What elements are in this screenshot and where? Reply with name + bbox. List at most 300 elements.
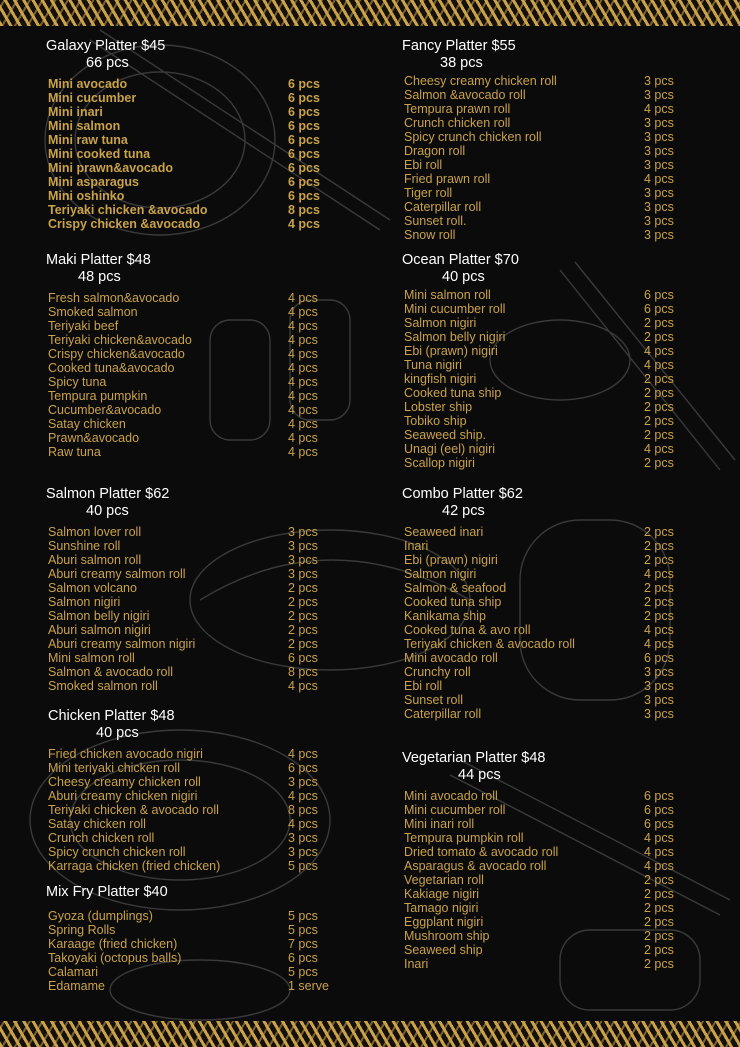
menu-item-qty: 4 pcs <box>288 319 318 333</box>
menu-item-name: Mini cucumber roll <box>404 803 506 817</box>
menu-item-row <box>402 316 702 330</box>
menu-item-name: Fried chicken avocado nigiri <box>48 747 203 761</box>
menu-item-qty: 3 pcs <box>644 158 674 172</box>
menu-item-name: Crunchy roll <box>404 665 471 679</box>
menu-item-name: Ebi roll <box>404 679 443 693</box>
menu-item-row <box>402 414 702 428</box>
platter-title: Maki Platter $48 <box>46 252 151 268</box>
menu-item-name: Tobiko ship <box>404 414 467 428</box>
menu-item-qty: 6 pcs <box>644 803 674 817</box>
menu-item-row <box>402 144 702 158</box>
menu-item-row <box>402 302 702 316</box>
menu-item-name: Karaage (fried chicken) <box>48 937 178 951</box>
platter-count: 42 pcs <box>442 503 485 519</box>
menu-item-row <box>46 803 348 817</box>
menu-item-row <box>402 637 702 651</box>
menu-item-row <box>46 567 346 581</box>
menu-item-name: Spicy crunch chicken roll <box>404 130 542 144</box>
menu-item-name: Crispy chicken&avocado <box>48 347 185 361</box>
menu-item-row <box>46 679 346 693</box>
menu-item-qty: 4 pcs <box>288 679 318 693</box>
menu-item-row <box>402 130 702 144</box>
menu-item-name: Teriyaki beef <box>48 319 119 333</box>
menu-item-row <box>402 442 702 456</box>
menu-item-name: Karraga chicken (fried chicken) <box>48 859 221 873</box>
menu-item-row <box>402 901 702 915</box>
menu-item-qty: 3 pcs <box>644 88 674 102</box>
menu-item-name: Calamari <box>48 965 99 979</box>
menu-item-name: Tiger roll <box>404 186 453 200</box>
menu-item-row <box>46 147 346 161</box>
menu-item-name: Spicy tuna <box>48 375 107 389</box>
menu-item-qty: 6 pcs <box>644 302 674 316</box>
menu-item-qty: 6 pcs <box>288 77 320 91</box>
menu-item-name: Mini raw tuna <box>48 133 128 147</box>
menu-item-qty: 2 pcs <box>644 901 674 915</box>
platter-items <box>46 77 346 231</box>
menu-item-row <box>46 91 346 105</box>
menu-item-name: Sunset roll <box>404 693 464 707</box>
menu-item-qty: 5 pcs <box>288 859 318 873</box>
platter-title: Vegetarian Platter $48 <box>402 750 546 766</box>
menu-item-name: Mini oshinko <box>48 189 125 203</box>
menu-item-qty: 2 pcs <box>644 581 674 595</box>
platter-title: Galaxy Platter $45 <box>46 38 166 54</box>
menu-item-row <box>402 228 702 242</box>
menu-item-qty: 2 pcs <box>644 316 674 330</box>
menu-item-row <box>402 330 702 344</box>
menu-item-name: Inari <box>404 539 429 553</box>
menu-item-row <box>46 845 348 859</box>
menu-item-qty: 8 pcs <box>288 803 318 817</box>
menu-item-row <box>46 789 348 803</box>
menu-item-qty: 4 pcs <box>288 445 318 459</box>
menu-item-row <box>46 389 346 403</box>
menu-item-row <box>46 217 346 231</box>
menu-item-name: Dragon roll <box>404 144 466 158</box>
platter-items <box>402 525 702 721</box>
menu-item-qty: 6 pcs <box>288 189 320 203</box>
menu-item-row <box>402 845 702 859</box>
menu-item-qty: 6 pcs <box>644 817 674 831</box>
menu-item-name: Salmon nigiri <box>404 316 477 330</box>
menu-item-name: Prawn&avocado <box>48 431 140 445</box>
menu-item-row <box>402 831 702 845</box>
menu-item-row <box>402 651 702 665</box>
menu-item-qty: 3 pcs <box>644 228 674 242</box>
menu-item-name: Aburi creamy salmon roll <box>48 567 186 581</box>
menu-item-qty: 6 pcs <box>288 651 318 665</box>
platter-items <box>402 789 702 971</box>
menu-item-name: Satay chicken roll <box>48 817 146 831</box>
menu-item-row <box>46 979 346 993</box>
menu-item-row <box>46 581 346 595</box>
menu-item-name: Kanikama ship <box>404 609 486 623</box>
menu-item-row <box>402 525 702 539</box>
menu-item-name: Tempura prawn roll <box>404 102 511 116</box>
menu-item-row <box>402 873 702 887</box>
menu-item-name: Smoked salmon <box>48 305 138 319</box>
menu-item-qty: 3 pcs <box>288 831 318 845</box>
menu-item-qty: 4 pcs <box>288 305 318 319</box>
menu-item-name: Teriyaki chicken & avocado roll <box>404 637 575 651</box>
menu-item-qty: 2 pcs <box>644 414 674 428</box>
menu-item-qty: 3 pcs <box>644 707 674 721</box>
menu-item-row <box>46 553 346 567</box>
menu-item-name: Mini salmon roll <box>48 651 135 665</box>
menu-item-name: Crispy chicken &avocado <box>48 217 201 231</box>
menu-item-name: Sunshine roll <box>48 539 121 553</box>
menu-item-row <box>402 186 702 200</box>
menu-item-qty: 4 pcs <box>644 637 674 651</box>
platter-items <box>402 288 702 470</box>
menu-item-qty: 2 pcs <box>644 330 674 344</box>
menu-item-name: Spicy crunch chicken roll <box>48 845 186 859</box>
bottom-pattern-band <box>0 1021 740 1047</box>
menu-item-qty: 5 pcs <box>288 965 318 979</box>
menu-item-row <box>402 344 702 358</box>
menu-item-row <box>402 372 702 386</box>
menu-item-qty: 2 pcs <box>644 386 674 400</box>
menu-item-qty: 6 pcs <box>288 91 320 105</box>
menu-item-name: Cheesy creamy chicken roll <box>404 74 557 88</box>
platter-ocean <box>402 252 702 470</box>
menu-item-qty: 2 pcs <box>644 372 674 386</box>
menu-item-qty: 4 pcs <box>644 358 674 372</box>
platter-combo <box>402 486 702 721</box>
platter-title: Ocean Platter $70 <box>402 252 519 268</box>
platter-count: 66 pcs <box>86 55 129 71</box>
menu-item-row <box>402 957 702 971</box>
menu-item-qty: 3 pcs <box>644 116 674 130</box>
menu-item-qty: 4 pcs <box>288 417 318 431</box>
menu-item-row <box>46 937 346 951</box>
menu-item-name: Vegetarian roll <box>404 873 484 887</box>
menu-item-qty: 3 pcs <box>644 200 674 214</box>
platter-items <box>402 74 702 242</box>
menu-item-name: Ebi (prawn) nigiri <box>404 553 498 567</box>
menu-item-row <box>402 102 702 116</box>
menu-item-row <box>402 400 702 414</box>
menu-item-name: Salmon volcano <box>48 581 137 595</box>
platter-title: Salmon Platter $62 <box>46 486 170 502</box>
menu-item-qty: 4 pcs <box>288 431 318 445</box>
menu-item-row <box>402 665 702 679</box>
menu-item-name: Mini avocado roll <box>404 651 498 665</box>
menu-item-qty: 3 pcs <box>288 775 318 789</box>
menu-item-row <box>402 943 702 957</box>
menu-item-row <box>46 525 346 539</box>
platter-title: Mix Fry Platter $40 <box>46 884 168 900</box>
menu-item-row <box>46 119 346 133</box>
menu-item-row <box>46 747 348 761</box>
menu-item-name: Fried prawn roll <box>404 172 491 186</box>
top-pattern-band <box>0 0 740 26</box>
menu-item-qty: 4 pcs <box>644 859 674 873</box>
menu-item-name: Salmon lover roll <box>48 525 142 539</box>
menu-item-name: Cooked tuna ship <box>404 595 502 609</box>
menu-item-qty: 4 pcs <box>644 567 674 581</box>
menu-item-qty: 3 pcs <box>644 186 674 200</box>
menu-item-qty: 4 pcs <box>288 361 318 375</box>
menu-item-row <box>402 74 702 88</box>
menu-item-qty: 6 pcs <box>288 951 318 965</box>
menu-item-name: kingfish nigiri <box>404 372 477 386</box>
menu-item-row <box>46 77 346 91</box>
menu-item-name: Mini salmon <box>48 119 121 133</box>
menu-item-name: Takoyaki (octopus balls) <box>48 951 182 965</box>
menu-item-row <box>402 200 702 214</box>
menu-item-qty: 3 pcs <box>288 553 318 567</box>
platter-count: 40 pcs <box>442 269 485 285</box>
menu-item-name: Gyoza (dumplings) <box>48 909 153 923</box>
menu-item-qty: 6 pcs <box>288 161 320 175</box>
menu-item-row <box>46 375 346 389</box>
menu-item-name: Cucumber&avocado <box>48 403 162 417</box>
platter-count: 48 pcs <box>78 269 121 285</box>
menu-item-row <box>46 189 346 203</box>
menu-item-qty: 5 pcs <box>288 923 318 937</box>
platter-vegetarian <box>402 750 702 971</box>
menu-item-qty: 2 pcs <box>644 539 674 553</box>
platter-items <box>46 909 346 993</box>
menu-item-name: Edamame <box>48 979 105 993</box>
platter-salmon <box>46 486 346 693</box>
menu-item-qty: 4 pcs <box>644 845 674 859</box>
menu-item-row <box>46 445 346 459</box>
menu-item-row <box>46 665 346 679</box>
menu-item-name: Scallop nigiri <box>404 456 475 470</box>
menu-item-name: Cooked tuna & avo roll <box>404 623 531 637</box>
menu-item-name: Cheesy creamy chicken roll <box>48 775 201 789</box>
menu-item-qty: 2 pcs <box>644 957 674 971</box>
menu-item-name: Unagi (eel) nigiri <box>404 442 496 456</box>
menu-item-row <box>46 203 346 217</box>
menu-item-name: Teriyaki chicken&avocado <box>48 333 192 347</box>
menu-item-name: Mini avocado roll <box>404 789 498 803</box>
menu-item-row <box>46 831 348 845</box>
platter-galaxy <box>46 38 346 231</box>
platter-count: 38 pcs <box>440 55 483 71</box>
menu-item-name: Aburi salmon roll <box>48 553 142 567</box>
menu-item-row <box>46 775 348 789</box>
menu-item-qty: 4 pcs <box>288 347 318 361</box>
menu-item-qty: 2 pcs <box>288 595 318 609</box>
menu-item-qty: 4 pcs <box>288 403 318 417</box>
menu-item-qty: 2 pcs <box>644 609 674 623</box>
menu-item-row <box>402 887 702 901</box>
menu-item-row <box>46 403 346 417</box>
menu-item-row <box>402 158 702 172</box>
menu-item-qty: 2 pcs <box>288 581 318 595</box>
menu-item-name: Mini cooked tuna <box>48 147 151 161</box>
menu-item-name: Mushroom ship <box>404 929 490 943</box>
menu-item-name: Salmon nigiri <box>404 567 477 581</box>
menu-item-row <box>46 761 348 775</box>
menu-item-qty: 3 pcs <box>644 665 674 679</box>
menu-item-row <box>46 951 346 965</box>
menu-item-row <box>402 609 702 623</box>
menu-item-name: Asparagus & avocado roll <box>404 859 547 873</box>
menu-item-qty: 2 pcs <box>644 400 674 414</box>
menu-item-qty: 1 serve <box>288 979 329 993</box>
menu-item-qty: 6 pcs <box>644 288 674 302</box>
menu-item-qty: 2 pcs <box>288 637 318 651</box>
menu-item-row <box>46 161 346 175</box>
menu-item-row <box>46 319 346 333</box>
menu-item-qty: 6 pcs <box>288 119 320 133</box>
menu-item-qty: 3 pcs <box>288 845 318 859</box>
menu-item-name: Fresh salmon&avocado <box>48 291 180 305</box>
menu-item-name: Eggplant nigiri <box>404 915 484 929</box>
menu-item-qty: 6 pcs <box>288 105 320 119</box>
menu-item-name: Cooked tuna&avocado <box>48 361 175 375</box>
menu-item-name: Snow roll <box>404 228 456 242</box>
menu-item-row <box>46 133 346 147</box>
menu-item-name: Mini cucumber <box>48 91 137 105</box>
menu-item-row <box>402 929 702 943</box>
menu-item-row <box>402 707 702 721</box>
menu-item-qty: 3 pcs <box>644 693 674 707</box>
menu-item-name: Kakiage nigiri <box>404 887 480 901</box>
platter-maki <box>46 252 346 459</box>
menu-item-name: Mini inari roll <box>404 817 475 831</box>
platter-count: 40 pcs <box>96 725 139 741</box>
platter-items <box>46 747 348 873</box>
menu-item-qty: 6 pcs <box>288 761 318 775</box>
menu-item-row <box>46 175 346 189</box>
menu-item-row <box>402 567 702 581</box>
menu-item-qty: 3 pcs <box>288 525 318 539</box>
platter-fancy <box>402 38 702 242</box>
menu-item-row <box>46 305 346 319</box>
menu-item-qty: 4 pcs <box>644 172 674 186</box>
menu-item-qty: 6 pcs <box>644 789 674 803</box>
menu-item-row <box>402 553 702 567</box>
menu-item-name: Dried tomato & avocado roll <box>404 845 559 859</box>
menu-item-name: Lobster ship <box>404 400 473 414</box>
menu-item-name: Inari <box>404 957 429 971</box>
menu-item-row <box>46 431 346 445</box>
menu-item-qty: 6 pcs <box>288 133 320 147</box>
menu-item-qty: 3 pcs <box>288 539 318 553</box>
menu-item-qty: 6 pcs <box>288 147 320 161</box>
menu-item-qty: 2 pcs <box>644 595 674 609</box>
menu-item-qty: 2 pcs <box>288 623 318 637</box>
platter-title: Combo Platter $62 <box>402 486 523 502</box>
menu-item-name: Mini salmon roll <box>404 288 491 302</box>
menu-item-name: Teriyaki chicken & avocado roll <box>48 803 219 817</box>
menu-item-name: Teriyaki chicken &avocado <box>48 203 208 217</box>
menu-item-row <box>402 595 702 609</box>
menu-item-row <box>402 789 702 803</box>
menu-item-qty: 3 pcs <box>644 214 674 228</box>
menu-item-name: Seaweed ship. <box>404 428 487 442</box>
menu-item-name: Salmon belly nigiri <box>48 609 150 623</box>
platter-items <box>46 525 346 693</box>
menu-item-qty: 2 pcs <box>644 553 674 567</box>
menu-item-row <box>402 817 702 831</box>
menu-item-name: Tamago nigiri <box>404 901 479 915</box>
menu-item-name: Salmon nigiri <box>48 595 121 609</box>
menu-item-name: Caterpillar roll <box>404 707 482 721</box>
menu-item-qty: 8 pcs <box>288 665 318 679</box>
menu-item-qty: 6 pcs <box>644 651 674 665</box>
menu-item-row <box>46 817 348 831</box>
menu-item-name: Smoked salmon roll <box>48 679 158 693</box>
menu-item-qty: 7 pcs <box>288 937 318 951</box>
menu-item-row <box>402 214 702 228</box>
menu-item-qty: 2 pcs <box>644 929 674 943</box>
menu-item-qty: 4 pcs <box>288 333 318 347</box>
menu-item-name: Salmon & avocado roll <box>48 665 174 679</box>
menu-item-name: Crunch chicken roll <box>404 116 511 130</box>
menu-item-qty: 3 pcs <box>644 144 674 158</box>
platter-title: Chicken Platter $48 <box>48 708 175 724</box>
menu-item-qty: 4 pcs <box>644 831 674 845</box>
menu-item-row <box>46 291 346 305</box>
platter-chicken <box>48 708 348 873</box>
menu-item-name: Raw tuna <box>48 445 101 459</box>
menu-item-row <box>402 623 702 637</box>
menu-item-name: Caterpillar roll <box>404 200 482 214</box>
menu-item-row <box>402 172 702 186</box>
menu-item-name: Tuna nigiri <box>404 358 462 372</box>
menu-item-name: Mini teriyaki chicken roll <box>48 761 180 775</box>
menu-item-name: Aburi creamy chicken nigiri <box>48 789 198 803</box>
menu-item-qty: 3 pcs <box>288 567 318 581</box>
menu-item-row <box>402 693 702 707</box>
menu-item-qty: 5 pcs <box>288 909 318 923</box>
menu-item-qty: 4 pcs <box>644 442 674 456</box>
platter-count: 40 pcs <box>86 503 129 519</box>
menu-item-name: Seaweed ship <box>404 943 483 957</box>
menu-item-row <box>402 456 702 470</box>
menu-item-row <box>402 88 702 102</box>
menu-item-row <box>46 417 346 431</box>
menu-item-row <box>402 915 702 929</box>
menu-item-row <box>402 859 702 873</box>
platter-items <box>46 291 346 459</box>
menu-item-name: Seaweed inari <box>404 525 484 539</box>
menu-item-qty: 4 pcs <box>288 291 318 305</box>
menu-item-row <box>46 361 346 375</box>
menu-item-row <box>46 909 346 923</box>
menu-item-row <box>402 116 702 130</box>
menu-item-name: Satay chicken <box>48 417 126 431</box>
menu-item-qty: 3 pcs <box>644 679 674 693</box>
menu-item-qty: 4 pcs <box>644 623 674 637</box>
menu-item-name: Ebi (prawn) nigiri <box>404 344 498 358</box>
menu-item-qty: 2 pcs <box>288 609 318 623</box>
menu-item-row <box>46 923 346 937</box>
menu-item-qty: 3 pcs <box>644 74 674 88</box>
menu-item-row <box>402 581 702 595</box>
menu-item-name: Aburi salmon nigiri <box>48 623 151 637</box>
menu-item-qty: 2 pcs <box>644 525 674 539</box>
platter-title: Fancy Platter $55 <box>402 38 516 54</box>
menu-item-row <box>46 651 346 665</box>
platter-count: 44 pcs <box>458 767 501 783</box>
menu-item-name: Sunset roll. <box>404 214 467 228</box>
menu-item-row <box>46 347 346 361</box>
menu-item-row <box>46 965 346 979</box>
menu-item-name: Salmon &avocado roll <box>404 88 526 102</box>
menu-item-row <box>402 386 702 400</box>
menu-item-row <box>46 105 346 119</box>
menu-item-qty: 4 pcs <box>288 747 318 761</box>
menu-item-row <box>402 679 702 693</box>
